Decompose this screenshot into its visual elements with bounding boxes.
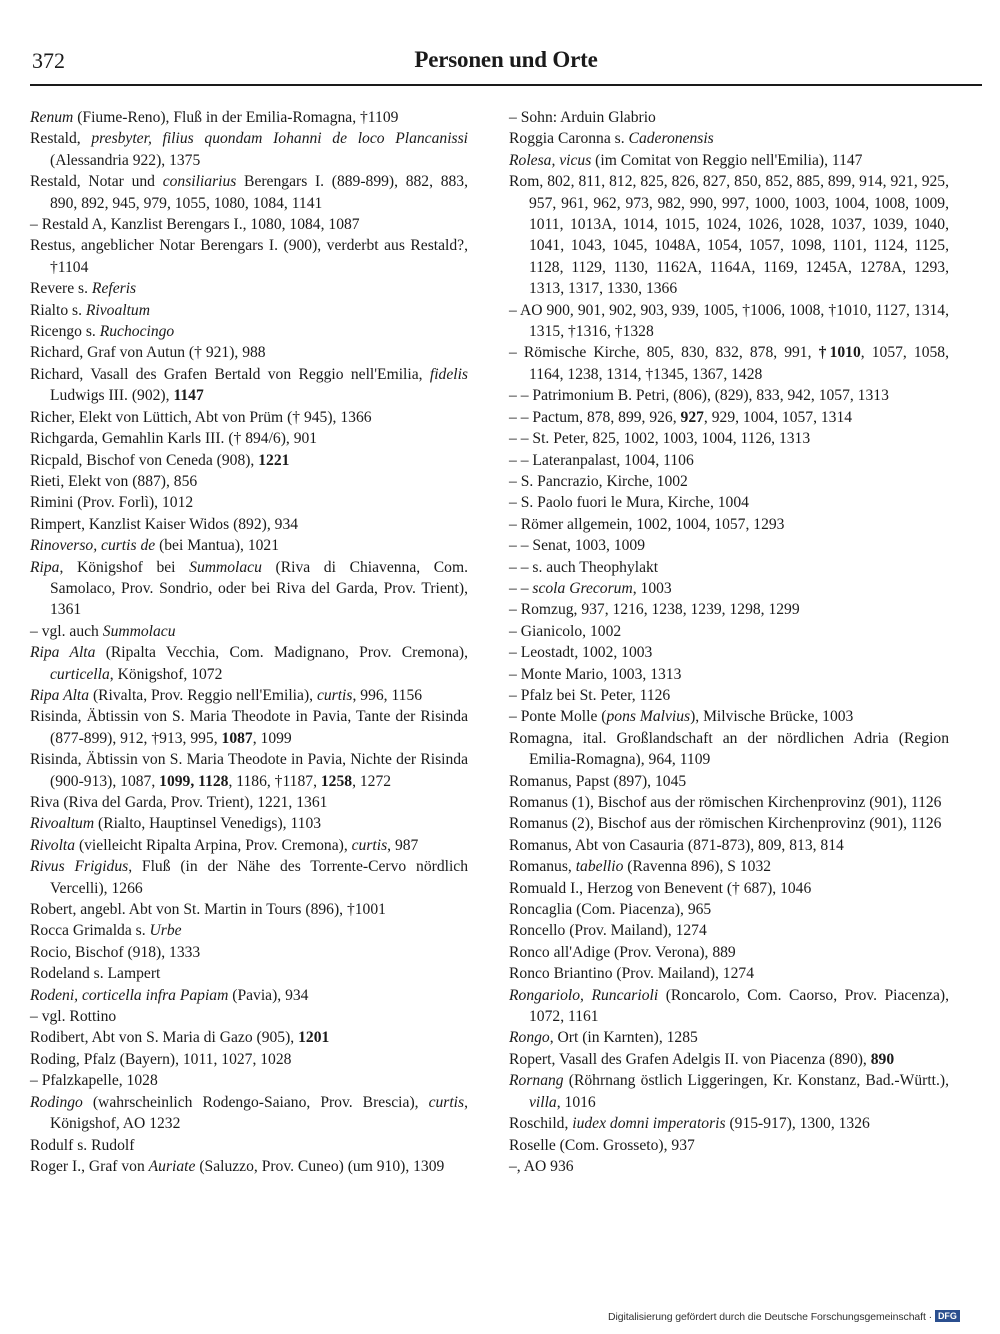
italic-term: Rivoaltum — [30, 815, 95, 833]
entry-text: Rialto s. — [30, 301, 86, 319]
index-entry — [509, 942, 949, 963]
entry-text: , 1016 — [556, 1093, 596, 1111]
italic-term: curtis — [316, 686, 353, 704]
index-entry — [30, 1070, 468, 1091]
bold-reference: 1087 — [221, 729, 253, 747]
italic-term: Rongo — [509, 1029, 550, 1047]
index-entry — [30, 514, 468, 535]
italic-term: curtis — [351, 836, 388, 854]
entry-text: , Königshof, AO 1232 — [50, 1093, 468, 1133]
entry-text: Romanus, Papst (897), 1045 — [509, 772, 687, 790]
entry-text: Rodibert, Abt von S. Maria di Gazo (905), — [30, 1029, 299, 1047]
index-entry — [30, 985, 468, 1006]
index-entry — [509, 557, 949, 578]
entry-text: Rodeland s. Lampert — [30, 965, 161, 983]
entry-text: Romagna, ital. Großlandschaft an der nördlichen Adria (Region Emilia-Romagna), 964, 1109 — [509, 729, 949, 769]
entry-text: Romanus (2), Bischof aus der römischen Kirchenprovinz (901), 1126 — [509, 815, 942, 833]
index-entry — [30, 899, 468, 920]
index-entry — [30, 450, 468, 471]
italic-term: Rolesa, vicus — [509, 151, 592, 169]
entry-text: Romuald I., Herzog von Benevent († 687), 1046 — [509, 879, 812, 897]
index-entry — [509, 1027, 949, 1048]
index-entry — [30, 621, 468, 642]
entry-text: (Riva di Chiavenna, Com. Samolaco, Prov. Sondrio, oder bei Riva del Garda, Prov. Trient), 1361 — [50, 558, 469, 619]
entry-text: Ludwigs III. (902), — [50, 387, 174, 405]
entry-text: Rodulf s. Rudolf — [30, 1136, 135, 1154]
entry-text: Restald, Notar und — [30, 173, 163, 191]
entry-text: Revere s. — [30, 280, 92, 298]
index-entry — [509, 450, 949, 471]
entry-text: Ropert, Vasall des Grafen Adelgis II. von Piacenza (890), — [509, 1050, 871, 1068]
entry-text: , Königshof, 1072 — [109, 665, 223, 683]
entry-text: – vgl. auch — [30, 622, 103, 640]
entry-text: , 996, 1156 — [352, 686, 423, 704]
index-entry — [509, 300, 949, 343]
entry-text: ), Milvische Brücke, 1003 — [690, 708, 854, 726]
index-entry — [30, 1135, 468, 1156]
index-entry — [30, 942, 468, 963]
index-entry — [509, 535, 949, 556]
italic-term: Ripa Alta — [30, 686, 90, 704]
index-entry — [509, 706, 949, 727]
italic-term: villa — [529, 1093, 557, 1111]
index-entry — [509, 171, 949, 299]
entry-text: (Alessandria 922), 1375 — [50, 151, 201, 169]
index-entry — [509, 578, 949, 599]
index-entry — [509, 963, 949, 984]
index-entry — [30, 813, 468, 834]
entry-text: Roncello (Prov. Mailand), 1274 — [509, 922, 707, 940]
index-entry — [30, 342, 468, 363]
entry-text: – Sohn: Arduin Glabrio — [509, 109, 656, 126]
entry-text: – – St. Peter, 825, 1002, 1003, 1004, 1126, 1313 — [509, 430, 811, 448]
index-entry — [509, 342, 949, 385]
index-entry — [30, 920, 468, 941]
index-entry — [30, 235, 468, 278]
index-entry — [509, 1070, 949, 1113]
entry-text: Romanus, Abt von Casauria (871-873), 809, 813, 814 — [509, 836, 844, 854]
index-entry — [30, 492, 468, 513]
entry-text: –, AO 936 — [509, 1157, 574, 1175]
index-entry — [30, 214, 468, 235]
entry-text: Ronco all'Adige (Prov. Verona), 889 — [509, 943, 736, 961]
entry-text: – – s. auch Theophylakt — [509, 558, 659, 576]
entry-text: – Leostadt, 1002, 1003 — [509, 644, 653, 662]
entry-text: – Gianicolo, 1002 — [509, 622, 622, 640]
entry-text: Rocio, Bischof (918), 1333 — [30, 943, 201, 961]
entry-text: Restald, — [30, 130, 92, 148]
entry-text: , Fluß (in der Nähe des Torrente-Cervo nördlich Vercelli), 1266 — [50, 858, 468, 897]
italic-term: consiliarius — [162, 173, 237, 191]
index-entry — [30, 1027, 468, 1048]
entry-text: Ricpald, Bischof von Ceneda (908), — [30, 451, 259, 469]
entry-text: – Römische Kirche, 805, 830, 832, 878, 991, — [509, 344, 819, 362]
bold-reference: †1010 — [818, 344, 861, 362]
index-entry — [30, 471, 468, 492]
entry-text: (Pavia), 934 — [228, 986, 309, 1004]
italic-term: Rodeni, corticella infra Papiam — [30, 986, 229, 1004]
entry-text: , 987 — [387, 836, 419, 854]
index-entry — [509, 985, 949, 1028]
index-entry — [509, 407, 949, 428]
entry-text: – Pfalz bei St. Peter, 1126 — [509, 686, 671, 704]
index-entry — [30, 300, 468, 321]
index-entry — [30, 364, 468, 407]
italic-term: Ripa — [30, 558, 60, 576]
index-entry — [509, 107, 949, 128]
italic-term: Rivolta — [30, 836, 76, 854]
index-entry — [509, 492, 949, 513]
entry-text: – – — [509, 579, 533, 597]
entry-text: (Röhrnang östlich Liggeringen, Kr. Konstanz, Bad.-Württ.), — [563, 1072, 949, 1090]
index-column-left — [30, 107, 468, 1177]
entry-text: Rimini (Prov. Forlì), 1012 — [30, 494, 194, 512]
entry-text: Restus, angeblicher Notar Berengars I. (900), verderbt aus Restald?, †1104 — [30, 237, 468, 276]
index-entry — [509, 899, 949, 920]
entry-text: Ricengo s. — [30, 323, 100, 341]
italic-term: Urbe — [149, 922, 182, 940]
entry-text: – – Pactum, 878, 899, 926, — [509, 408, 681, 426]
entry-text: Romanus, — [509, 858, 576, 876]
index-entry — [509, 385, 949, 406]
entry-text: – vgl. Rottino — [30, 1008, 117, 1026]
entry-text: (Ravenna 896), S 1032 — [623, 858, 772, 876]
index-entry — [509, 1049, 949, 1070]
index-entry — [509, 621, 949, 642]
index-entry — [509, 685, 949, 706]
footer-credit — [608, 1310, 960, 1323]
index-entry — [509, 835, 949, 856]
italic-term: Referis — [91, 280, 137, 298]
dfg-logo: DFG — [935, 1310, 960, 1322]
entry-text: Roncaglia (Com. Piacenza), 965 — [509, 901, 712, 919]
entry-text: Riva (Riva del Garda, Prov. Trient), 1221, 1361 — [30, 794, 328, 811]
index-entry — [30, 749, 468, 792]
index-entry — [30, 642, 468, 685]
bold-reference: 927 — [680, 408, 704, 426]
entry-text: Richard, Vasall des Grafen Bertald von Reggio nell'Emilia, — [30, 365, 430, 383]
index-entry — [509, 1113, 949, 1134]
index-entry — [509, 813, 949, 834]
index-entry — [30, 1006, 468, 1027]
entry-text: Rieti, Elekt von (887), 856 — [30, 472, 198, 490]
index-entry — [30, 128, 468, 171]
entry-text: (Saluzzo, Prov. Cuneo) (um 910), 1309 — [195, 1157, 445, 1175]
italic-term: fidelis — [429, 365, 468, 383]
entry-text: , 1186, †1187, — [228, 772, 321, 790]
entry-text: – Monte Mario, 1003, 1313 — [509, 665, 682, 683]
italic-term: Rinoverso, curtis de — [30, 537, 156, 555]
entry-text: – Römer allgemein, 1002, 1004, 1057, 1293 — [509, 515, 785, 533]
index-entry — [509, 642, 949, 663]
entry-text: – AO 900, 901, 902, 903, 939, 1005, †1006, 1008, †1010, 1127, 1314, 1315, †1316, †1328 — [509, 301, 949, 341]
italic-term: Ripa Alta — [30, 644, 96, 662]
entry-text: – Restald A, Kanzlist Berengars I., 1080, 1084, 1087 — [30, 216, 360, 234]
italic-term: presbyter, filius quondam Iohanni de loco Plancanissi — [91, 130, 468, 148]
index-entry — [509, 599, 949, 620]
index-entry — [30, 557, 468, 621]
index-entry — [30, 407, 468, 428]
entry-text: – – Patrimonium B. Petri, (806), (829), 833, 942, 1057, 1313 — [509, 387, 889, 405]
entry-text: Roding, Pfalz (Bayern), 1011, 1027, 1028 — [30, 1050, 292, 1068]
italic-term: Ruchocingo — [99, 323, 175, 341]
italic-term: Rivus Frigidus — [30, 858, 129, 876]
italic-term: scola Grecorum — [532, 579, 633, 597]
index-entry — [30, 1049, 468, 1070]
entry-text: – S. Paolo fuori le Mura, Kirche, 1004 — [509, 494, 749, 512]
entry-text: Roselle (Com. Grosseto), 937 — [509, 1136, 695, 1154]
entry-text: Robert, angebl. Abt von St. Martin in Tours (896), †1001 — [30, 901, 386, 919]
entry-text: (vielleicht Ripalta Arpina, Prov. Cremona), — [75, 836, 352, 854]
entry-text: (Roncarolo, Com. Caorso, Prov. Piacenza), 1072, 1161 — [529, 986, 949, 1026]
italic-term: Summolacu — [102, 622, 176, 640]
entry-text: Risinda, Äbtissin von S. Maria Theodote in Pavia, Tante der Risinda (877-899), 912, †913, 995, — [30, 708, 468, 747]
entry-text: Rimpert, Kanzlist Kaiser Widos (892), 934 — [30, 515, 299, 533]
italic-term: curtis — [428, 1093, 465, 1111]
page-number: 372 — [32, 48, 65, 73]
index-entry — [30, 706, 468, 749]
entry-text: , 1003 — [632, 579, 672, 597]
index-entry — [509, 1135, 949, 1156]
italic-term: Caderonensis — [628, 130, 714, 148]
entry-text: – – Lateranpalast, 1004, 1106 — [509, 451, 694, 469]
index-entry — [509, 428, 949, 449]
italic-term: Rodingo — [30, 1093, 83, 1111]
index-entry — [30, 278, 468, 299]
bold-reference: 1099, 1128 — [159, 772, 229, 790]
index-entry — [30, 685, 468, 706]
entry-text: Rocca Grimalda s. — [30, 922, 150, 940]
entry-text: (wahrscheinlich Rodengo-Saiano, Prov. Brescia), — [82, 1093, 429, 1111]
entry-text: (915-917), 1300, 1326 — [725, 1115, 870, 1133]
italic-term: Summolacu — [189, 558, 262, 576]
entry-text: (im Comitat von Reggio nell'Emilia), 1147 — [591, 151, 863, 169]
index-column-right — [509, 107, 949, 1177]
index-entry — [30, 1156, 468, 1177]
index-entry — [509, 471, 949, 492]
entry-text: Roger I., Graf von — [30, 1157, 149, 1175]
entry-text: Richgarda, Gemahlin Karls III. († 894/6), 901 — [30, 430, 318, 448]
entry-text: (Fiume-Reno), Fluß in der Emilia-Romagna, †1109 — [73, 109, 399, 126]
index-entry — [30, 856, 468, 899]
entry-text: (Ripalta Vecchia, Com. Madignano, Prov. Cremona), — [95, 644, 469, 662]
index-entry — [30, 1092, 468, 1135]
index-entry — [509, 128, 949, 149]
entry-text: – S. Pancrazio, Kirche, 1002 — [509, 472, 688, 490]
bold-reference: 890 — [870, 1050, 895, 1068]
running-title: Personen und Orte — [414, 47, 598, 72]
italic-term: Rongariolo, Runcarioli — [509, 986, 659, 1004]
index-entry — [509, 514, 949, 535]
entry-text: , 929, 1004, 1057, 1314 — [703, 408, 853, 426]
italic-term: pons Malvius — [606, 708, 691, 726]
index-entry — [30, 321, 468, 342]
entry-text: Roggia Caronna s. — [509, 130, 629, 148]
index-entry — [509, 664, 949, 685]
entry-text: Richer, Elekt von Lüttich, Abt von Prüm († 945), 1366 — [30, 408, 372, 426]
index-entry — [509, 878, 949, 899]
entry-text: , Ort (in Karnten), 1285 — [549, 1029, 698, 1047]
index-entry — [30, 107, 468, 128]
entry-text: (Rivalta, Prov. Reggio nell'Emilia), — [89, 686, 317, 704]
entry-text: Richard, Graf von Autun († 921), 988 — [30, 344, 266, 362]
index-entry — [509, 150, 949, 171]
entry-text: – Pfalzkapelle, 1028 — [30, 1072, 158, 1090]
footer-text: Digitalisierung gefördert durch die Deutsche Forschungsgemeinschaft · — [608, 1311, 933, 1323]
entry-text: – – Senat, 1003, 1009 — [509, 537, 646, 555]
index-entry — [30, 835, 468, 856]
index-entry — [509, 856, 949, 877]
entry-text: , 1099 — [252, 729, 292, 747]
entry-text: Rom, 802, 811, 812, 825, 826, 827, 850, 852, 885, 899, 914, 921, 925, 957, 961, 962, 973, 982, 990, 997, 1000, 1003, 1004, 1008, 1009, 1011, 1013A, 1014, 1015, 1024, 1026, 1028, 1037, 1039, 1040, 1041, 1043, 1045, 1048A, 1054, 1057, 1098, 1101, 1124, 1125, 1128, 1129, 1130, 1162A, 1164A, 1169, 1245A, 1278A, 1293, 1313, 1317, 1330, 1366 — [509, 173, 949, 298]
index-entry — [30, 171, 468, 214]
entry-text: Ronco Briantino (Prov. Mailand), 1274 — [509, 965, 754, 983]
entry-text: , 1057, 1058, 1164, 1238, 1314, †1345, 1367, 1428 — [529, 344, 949, 383]
entry-text: – Ponte Molle ( — [509, 708, 607, 726]
bold-reference: 1258 — [320, 772, 353, 790]
entry-text: Roschild, — [509, 1115, 573, 1133]
italic-term: curticella — [50, 665, 110, 683]
italic-term: iudex domni imperatoris — [572, 1115, 726, 1133]
italic-term: Renum — [30, 109, 74, 126]
index-entry — [30, 792, 468, 813]
italic-term: tabellio — [575, 858, 624, 876]
italic-term: Rornang — [509, 1072, 564, 1090]
entry-text: , 1272 — [352, 772, 392, 790]
index-entry — [509, 920, 949, 941]
italic-term: Rivoaltum — [85, 301, 150, 319]
bold-reference: 1221 — [258, 451, 290, 469]
entry-text: (Rialto, Hauptinsel Venedigs), 1103 — [94, 815, 322, 833]
entry-text: (bei Mantua), 1021 — [155, 537, 280, 555]
bold-reference: 1201 — [298, 1029, 330, 1047]
index-entry — [509, 1156, 949, 1177]
entry-text: Risinda, Äbtissin von S. Maria Theodote in Pavia, Nichte der Risinda (900-913), 1087, — [30, 751, 468, 790]
entry-text: , Königshof bei — [59, 558, 190, 576]
index-entry — [30, 428, 468, 449]
italic-term: Auriate — [148, 1157, 196, 1175]
index-entry — [509, 771, 949, 792]
index-entry — [509, 792, 949, 813]
page-header — [30, 44, 982, 86]
bold-reference: 1147 — [173, 387, 204, 405]
entry-text: – Romzug, 937, 1216, 1238, 1239, 1298, 1299 — [509, 601, 800, 619]
index-entry — [509, 728, 949, 771]
entry-text: Berengars I. (889-899), 882, 883, 890, 892, 945, 979, 1055, 1080, 1084, 1141 — [50, 173, 468, 212]
index-entry — [30, 963, 468, 984]
index-entry — [30, 535, 468, 556]
entry-text: Romanus (1), Bischof aus der römischen Kirchenprovinz (901), 1126 — [509, 794, 942, 811]
